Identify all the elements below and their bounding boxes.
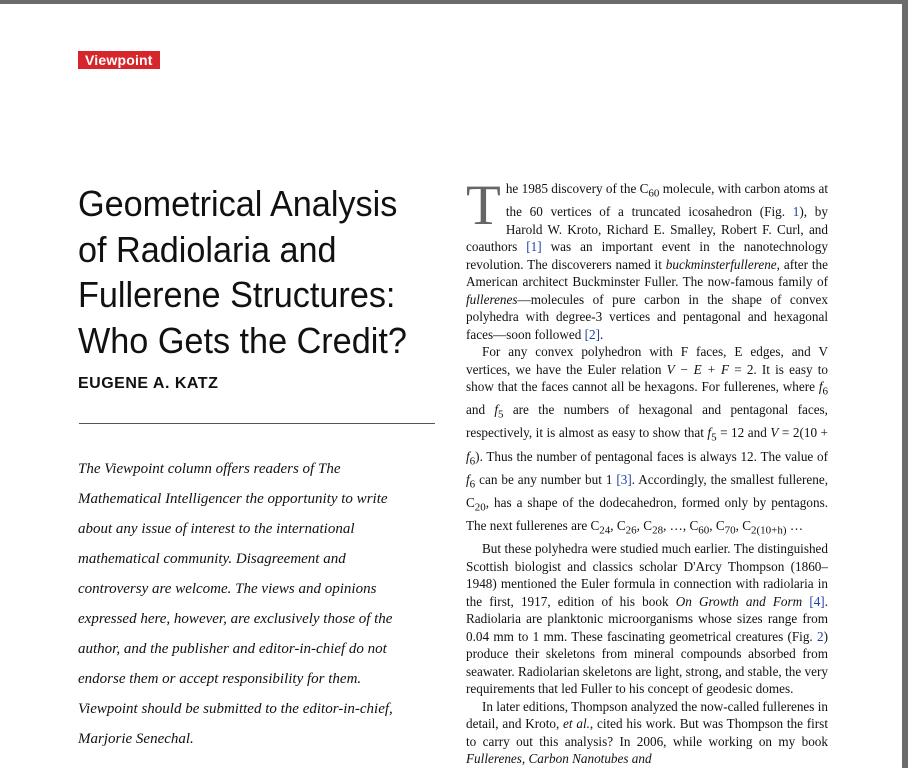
article-body [466, 174, 828, 768]
note-line-9: Viewpoint should be submitted to the editor-in-chief, [78, 701, 393, 717]
note-line-4: mathematical community. Disagreement and [78, 551, 346, 567]
title-line-4: Who Gets the Credit? [78, 319, 407, 361]
drop-cap: T [466, 174, 501, 237]
note-line-10: Marjorie Senechal. [78, 731, 194, 747]
figure-link-1[interactable]: 1 [792, 204, 800, 220]
note-line-5: controversy are welcome. The views and opinions [78, 581, 377, 597]
note-line-3: about any issue of interest to the international [78, 521, 355, 537]
author-name: EUGENE A. KATZ [78, 375, 219, 392]
note-line-1: The Viewpoint column offers readers of The [78, 461, 341, 477]
body-paragraph-3: But these polyhedra were studied much earlier. The distinguished Scottish biologist and classics scholar D'Arcy Thompson (1860–1948) mentioned the Euler formula in connection with radiolaria in the first, 1917, edition of his book On Growth and Form [4]. Radiolaria are planktonic microorganisms whose sizes range from 0.04 mm to 1 mm. These fascinating geometrical creatures (Fig. 2) produce their skeletons from mineral compounds absorbed from seawater. Radiolarian skeletons are light, strong, and stable, the very requirements that led Fuller to his concept of geodesic domes. [466, 541, 828, 697]
figure-link-2[interactable]: 2 [817, 628, 824, 644]
reference-link-4[interactable]: [4] [809, 593, 825, 609]
window-frame-top [0, 0, 908, 4]
title-line-3: Fullerene Structures: [78, 274, 396, 315]
reference-link-1[interactable]: [1] [526, 239, 542, 255]
body-paragraph-4: In later editions, Thompson analyzed the now-called fullerenes in detail, and Kroto, et al., cited his work. But was Thompson the first to carry out this analysis? In 2006, while working on my book Fullerenes, Carbon Nanotubes and [466, 698, 828, 767]
section-divider [79, 423, 435, 424]
viewpoint-note [78, 454, 438, 754]
body-paragraph-2: For any convex polyhedron with F faces, E edges, and V vertices, we have the Euler relation V − E + F = 2. It is easy to show that the faces cannot all be hexagons. For fullerenes, where $f_6$ and $f_5$ are the numbers of hexagonal and pentagonal faces, respectively, it is almost as easy to show that $f_5 = 12$ and $V = 2(10 + f_6)$. Thus the number of pentagonal faces is always 12. The value of $f_6$ can be any number but 1 [3]. Accordingly, the smallest fullerene, $C_{20}$, has a shape of the dodecahedron, formed only by pentagons. The next fullerenes are $C_{24}$, $C_{26}$, $C_{28}$, …, $C_{60}$, $C_{70}$, $C_{2(10+h)}$ … [466, 344, 828, 537]
reference-link-3[interactable]: [3] [616, 471, 632, 487]
note-line-8: endorse them or accept responsibility for them. [78, 671, 362, 687]
note-line-6: expressed here, however, are exclusively those of the [78, 611, 393, 627]
title-line-1: Geometrical Analysis [78, 183, 398, 224]
body-paragraph-1: The 1985 discovery of the $C_{60}$ molecule, with carbon atoms at the 60 vertices of a truncated icosahedron (Fig. 1), by Harold W. Kroto, Richard E. Smalley, Robert F. Curl, and coauthors [1] was an important event in the nanotechnology revolution. The discoverers named it buckminsterfullerene, after the American architect Buckminster Fuller. The now-famous family of fullerenes—molecules of pure carbon in the shape of convex polyhedra with degree-3 vertices and pentagonal and hexagonal faces—soon followed [2]. [466, 174, 828, 342]
article-title [78, 181, 439, 363]
reference-link-2[interactable]: [2] [584, 326, 601, 342]
viewpoint-badge: Viewpoint [78, 51, 160, 69]
window-frame-right [902, 0, 908, 768]
title-line-2: of Radiolaria and [78, 228, 337, 270]
note-line-7: author, and the publisher and editor-in-chief do not [78, 641, 387, 657]
note-line-2: Mathematical Intelligencer the opportunity to write [78, 491, 388, 507]
